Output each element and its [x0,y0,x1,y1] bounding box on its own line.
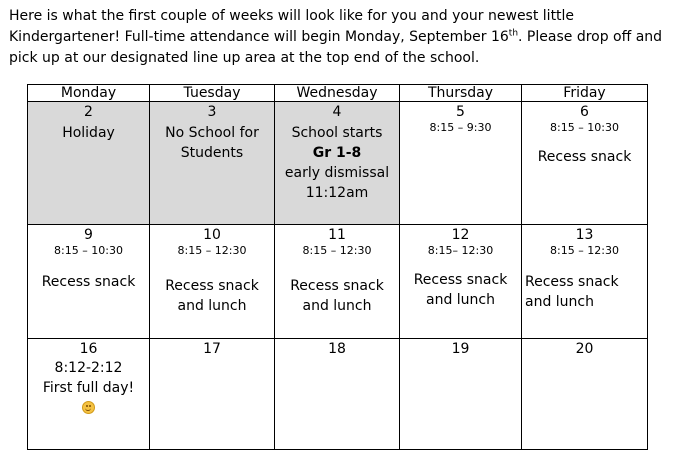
cell-note: Recess snack [290,278,384,294]
intro-line-2b: . Please drop off and [518,29,663,45]
schedule-calendar [27,84,648,450]
cell-note: and lunch [177,298,247,314]
cell-sep-18 [275,339,400,450]
cell-time: 8:15 – 9:30 [429,121,492,134]
cell-sep-2 [28,102,150,225]
week-row-3 [28,339,648,450]
cell-sep-17 [150,339,275,450]
week-row-2 [28,225,648,339]
cell-sep-4 [275,102,400,225]
cell-note: Recess snack [413,272,508,288]
cell-sep-19 [400,339,522,450]
day-number: 10 [203,227,221,243]
day-number: 3 [207,104,217,120]
header-row [28,85,648,102]
cell-time: 8:15 – 12:30 [177,244,247,257]
cell-sep-3 [150,102,275,225]
intro-paragraph [9,6,673,69]
cell-sep-6 [522,102,648,225]
cell-time: 8:15 – 10:30 [550,121,619,134]
day-number: 11 [328,227,346,243]
cell-sep-5 [400,102,522,225]
cell-sep-20 [522,339,648,450]
day-number: 16 [79,341,98,357]
header-tuesday: Tuesday [150,85,275,102]
day-number: 2 [84,104,93,120]
cell-note: Students [180,145,244,161]
intro-line-1: Here is what the first couple of weeks will look like for you and your newest little [9,8,575,24]
cell-note: School starts [291,125,383,141]
cell-note: No School for [165,125,259,141]
cell-note: Recess snack [525,274,619,290]
day-number: 13 [575,227,594,243]
header-wednesday: Wednesday [275,85,400,102]
cell-time: 8:15 – 12:30 [302,244,372,257]
cell-time: 8:12-2:12 [54,360,123,376]
cell-note: and lunch [426,292,495,308]
header-monday: Monday [28,85,150,102]
header-friday: Friday [522,85,648,102]
cell-sep-16 [28,339,150,450]
day-number: 4 [332,104,342,120]
cell-note: and lunch [525,294,594,310]
day-number: 12 [451,227,470,243]
smiley-icon [82,401,95,414]
cell-note: First full day! [42,380,135,396]
week-row-1 [28,102,648,225]
cell-note: and lunch [302,298,372,314]
cell-sep-11 [275,225,400,339]
day-number: 17 [203,341,221,357]
cell-note: 11:12am [305,185,369,201]
cell-note: Holiday [62,125,115,141]
intro-superscript: th [508,28,519,39]
cell-time: 8:15 – 12:30 [550,244,619,257]
cell-note: early dismissal [284,165,390,181]
cell-time: 8:15– 12:30 [427,244,494,257]
day-number: 19 [451,341,470,357]
cell-note: Recess snack [537,149,632,165]
day-number: 18 [328,341,346,357]
cell-note: Recess snack [165,278,259,294]
intro-line-3: pick up at our designated line up area at the top end of the school. [9,50,480,66]
intro-line-2a: Kindergartener! Full-time attendance will begin Monday, September 16 [9,29,509,45]
cell-sep-10 [150,225,275,339]
day-number: 6 [580,104,589,120]
day-number: 5 [456,104,465,120]
day-number: 20 [575,341,594,357]
cell-note: Recess snack [41,274,136,290]
cell-time: 8:15 – 10:30 [54,244,123,257]
header-thursday: Thursday [400,85,522,102]
cell-sep-9 [28,225,150,339]
cell-sep-12 [400,225,522,339]
cell-note-bold: Gr 1-8 [312,145,362,161]
cell-sep-13 [522,225,648,339]
day-number: 9 [84,227,93,243]
